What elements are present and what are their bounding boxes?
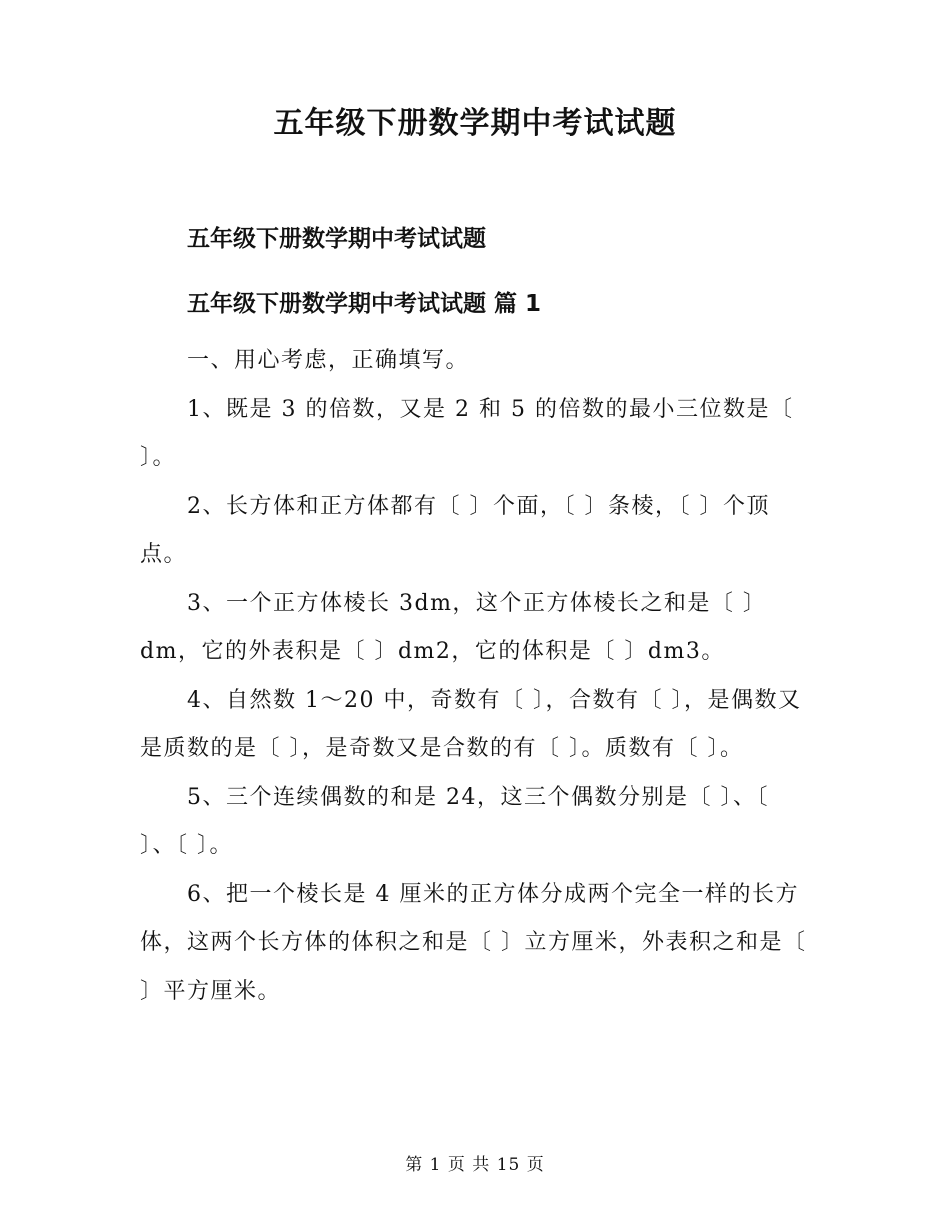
page-footer: 第 1 页 共 15 页 [405,1155,545,1175]
section-heading: 五年级下册数学期中考试试题 [187,226,486,252]
question-6: 6、把一个棱长是 4 厘米的正方体分成两个完全一样的长方体，这两个长方体的体积之和是〔 〕立方厘米，外表积之和是〔 〕平方厘米。 [140,881,807,1004]
question-4: 4、自然数 1～20 中，奇数有〔 〕，合数有〔 〕，是偶数又是质数的是〔 〕，是奇数又是合数的有〔 〕。质数有〔 〕。 [140,687,802,761]
question-2: 2、长方体和正方体都有〔 〕个面，〔 〕条棱，〔 〕个顶点。 [140,493,770,567]
question-1: 1、既是 3 的倍数，又是 2 和 5 的倍数的最小三位数是〔 〕。 [140,396,794,470]
question-3: 3、一个正方体棱长 3dm，这个正方体棱长之和是〔 〕dm，它的外表积是〔 〕dm2，它的体积是〔 〕dm3。 [140,590,767,664]
document-title: 五年级下册数学期中考试试题 [273,106,677,141]
question-section-title: 一、用心考虑，正确填写。 [187,348,470,373]
document-body [140,337,810,1016]
question-5: 5、三个连续偶数的和是 24，这三个偶数分别是〔 〕、〔 〕、〔 〕。 [140,784,769,858]
subsection-heading: 五年级下册数学期中考试试题 篇 1 [187,291,542,317]
